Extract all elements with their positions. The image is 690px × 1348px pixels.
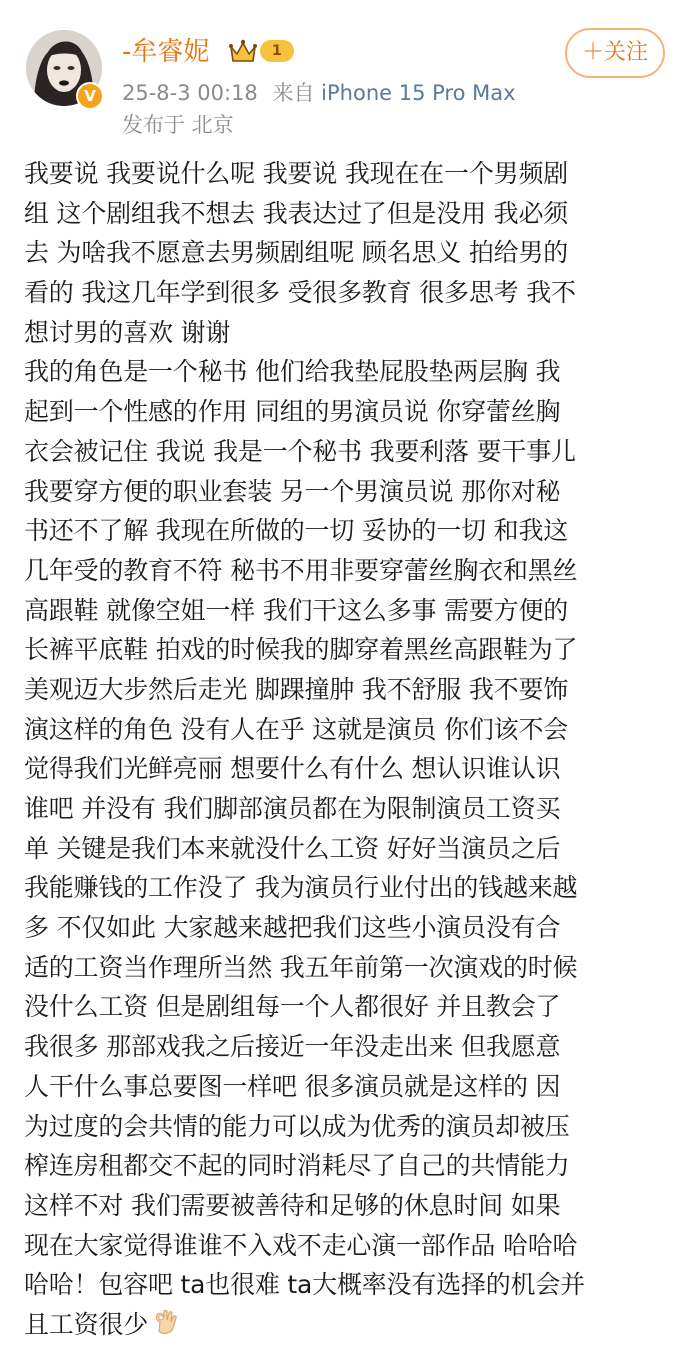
content-line-text: 单 关键是我们本来就没什么工资 好好当演员之后 (24, 833, 561, 863)
content-line-text: 几年受的教育不符 秘书不用非要穿蕾丝胸衣和黑丝 (24, 555, 578, 585)
content-line-text: 演这样的角色 没有人在乎 这就是演员 你们该不会 (24, 714, 569, 744)
post-header (0, 0, 690, 150)
content-line-text: 我很多 那部戏我之后接近一年没走出来 但我愿意 (24, 1032, 561, 1062)
post-date: 25-8-3 00:18 (122, 81, 258, 105)
content-line-text: 去 为啥我不愿意去男频剧组呢 顾名思义 拍给男的 (24, 238, 569, 268)
content-line-text: 适的工资当作理所当然 我五年前第一次演戏的时候 (24, 952, 578, 982)
content-line (24, 194, 672, 234)
content-line (24, 1265, 672, 1305)
content-line-text: 我的角色是一个秘书 他们给我垫屁股垫两层胸 我 (24, 357, 561, 387)
content-line-text: 美观迈大步然后走光 脚踝撞肿 我不舒服 我不要饰 (24, 674, 569, 704)
content-line-text: 现在大家觉得谁谁不入戏不走心演一部作品 哈哈哈 (24, 1230, 578, 1260)
content-line (24, 472, 672, 512)
content-line (24, 233, 672, 273)
content-line (24, 1107, 672, 1147)
post-content (24, 154, 672, 1345)
content-line-text: 长裤平底鞋 拍戏的时候我的脚穿着黑丝高跟鞋为了 (24, 635, 578, 665)
content-line (24, 630, 672, 670)
content-line (24, 987, 672, 1027)
author-name[interactable]: -牟睿妮 (122, 37, 210, 67)
content-line-text: 觉得我们光鲜亮丽 想要什么有什么 想认识谁认识 (24, 754, 561, 784)
content-line-text: 哈哈！包容吧 ta也很难 ta大概率没有选择的机会并 (24, 1270, 585, 1300)
post-location: 发布于 北京 (122, 113, 234, 137)
content-line (24, 273, 672, 313)
content-line-text: 人干什么事总要图一样吧 很多演员就是这样的 因 (24, 1071, 561, 1101)
content-line-text: 高跟鞋 就像空姐一样 我们干这么多事 需要方便的 (24, 595, 569, 625)
content-line (24, 591, 672, 631)
content-line (24, 511, 672, 551)
content-line (24, 710, 672, 750)
content-line-text: 看的 我这几年学到很多 受很多教育 很多思考 我不 (24, 278, 576, 308)
content-line (24, 551, 672, 591)
content-line (24, 1067, 672, 1107)
ok-hand-icon (152, 1308, 178, 1345)
follow-button[interactable]: ＋关注 (565, 28, 665, 78)
content-line-text: 我要穿方便的职业套装 另一个男演员说 那你对秘 (24, 476, 561, 506)
content-line (24, 352, 672, 392)
content-line (24, 749, 672, 789)
content-line-text: 起到一个性感的作用 同组的男演员说 你穿蕾丝胸 (24, 397, 561, 427)
content-line (24, 1305, 672, 1345)
content-line (24, 154, 672, 194)
post-meta (122, 78, 516, 108)
content-line-text: 多 不仅如此 大家越来越把我们这些小演员没有合 (24, 913, 561, 943)
content-line (24, 908, 672, 948)
content-line (24, 829, 672, 869)
content-line-text: 且工资很少 (24, 1309, 149, 1339)
content-line-text: 想讨男的喜欢 谢谢 (24, 317, 231, 347)
verified-v-icon: V (76, 82, 104, 110)
content-line-text: 谁吧 并没有 我们脚部演员都在为限制演员工资买 (24, 794, 561, 823)
content-line (24, 670, 672, 710)
content-line-text: 书还不了解 我现在所做的一切 妥协的一切 和我这 (24, 516, 569, 546)
content-line-text: 为过度的会共情的能力可以成为优秀的演员却被压 (24, 1111, 570, 1141)
content-line (24, 432, 672, 472)
content-line (24, 1226, 672, 1266)
content-line-text: 我能赚钱的工作没了 我为演员行业付出的钱越来越 (24, 873, 578, 903)
content-line (24, 868, 672, 908)
source-prefix: 来自 (272, 81, 315, 105)
content-line (24, 313, 672, 353)
content-line-text: 这样不对 我们需要被善待和足够的休息时间 如果 (24, 1190, 561, 1220)
source-device[interactable]: iPhone 15 Pro Max (321, 81, 516, 105)
content-line (24, 1027, 672, 1067)
content-line (24, 948, 672, 988)
content-line-text: 没什么工资 但是剧组每一个人都很好 并且教会了 (24, 992, 561, 1022)
content-line-text: 衣会被记住 我说 我是一个秘书 我要利落 要干事儿 (24, 436, 576, 466)
content-line-text: 组 这个剧组我不想去 我表达过了但是没用 我必须 (24, 198, 569, 228)
content-line-text: 我要说 我要说什么呢 我要说 我现在在一个男频剧 (24, 159, 569, 188)
content-line (24, 1146, 672, 1186)
content-line (24, 1186, 672, 1226)
content-line (24, 789, 672, 829)
content-line (24, 392, 672, 432)
content-line-text: 榨连房租都交不起的同时消耗尽了自己的共情能力 (24, 1151, 570, 1181)
vip-crown-icon (228, 38, 258, 66)
vip-level-badge: 1 (260, 40, 294, 62)
